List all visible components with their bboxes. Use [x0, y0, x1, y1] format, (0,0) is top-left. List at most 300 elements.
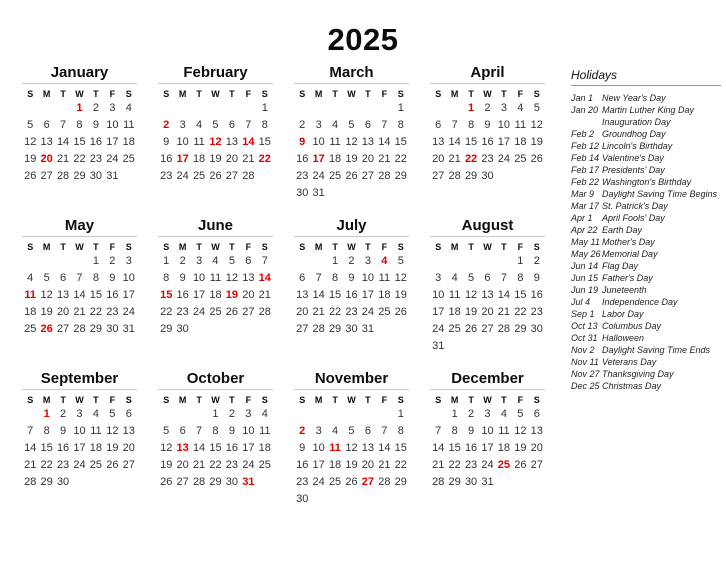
holiday-date-label: Feb 22 — [571, 177, 600, 187]
date-cell: 2 — [299, 119, 306, 131]
date-cell: 17 — [497, 136, 511, 148]
date-cell: 23 — [530, 306, 543, 318]
date-cell: 25 — [209, 306, 222, 318]
weekday-header: M — [178, 89, 187, 99]
date-cell: 12 — [160, 442, 173, 454]
date-cell: 28 — [378, 476, 391, 488]
date-cell: 6 — [43, 119, 50, 131]
date-cell: 19 — [464, 306, 478, 318]
weekday-header: S — [125, 242, 132, 252]
date-cell: 5 — [348, 119, 355, 131]
weekday-header: W — [75, 242, 84, 252]
date-cell: 17 — [73, 442, 86, 454]
date-cell: 19 — [530, 136, 543, 148]
date-cell: 8 — [451, 425, 458, 437]
date-cell: 30 — [89, 170, 103, 182]
date-cell: 28 — [378, 170, 391, 182]
holidays-panel — [571, 68, 721, 392]
holiday-date-cell: 14 — [242, 136, 255, 148]
weekday-header-row — [158, 89, 273, 99]
date-cell: 12 — [530, 119, 543, 131]
holiday-name-label: Daylight Saving Time Ends — [602, 345, 710, 355]
empty-cell — [22, 406, 38, 423]
holiday-date-cell: 12 — [209, 136, 222, 148]
date-cell: 4 — [196, 119, 203, 131]
date-cell: 28 — [258, 306, 271, 318]
dates-grid — [430, 100, 545, 185]
date-cell: 5 — [348, 425, 355, 437]
weekday-header: W — [483, 242, 492, 252]
weekday-header-row — [22, 89, 137, 99]
date-cell: 19 — [209, 153, 222, 165]
date-cell: 24 — [176, 170, 189, 182]
empty-cell — [327, 491, 343, 508]
date-cell: 24 — [192, 306, 206, 318]
date-cell: 19 — [106, 442, 119, 454]
empty-cell — [257, 321, 273, 338]
dates-grid — [22, 100, 137, 185]
holiday-date-label: May 26 — [571, 249, 601, 259]
holiday-row — [571, 248, 721, 260]
holiday-date-cell: 22 — [464, 153, 478, 165]
weekday-header: F — [517, 395, 524, 405]
weekday-header: S — [163, 89, 170, 99]
date-cell: 16 — [160, 153, 173, 165]
date-cell: 14 — [432, 442, 445, 454]
date-cell: 4 — [261, 408, 268, 420]
date-cell: 5 — [468, 272, 475, 284]
empty-cell — [512, 338, 528, 355]
weekday-header: T — [365, 89, 371, 99]
date-cell: 6 — [245, 255, 252, 267]
holiday-date-label: Jan 20 — [571, 105, 599, 115]
date-cell: 11 — [90, 425, 102, 437]
holiday-date-label: Dec 25 — [571, 381, 600, 391]
empty-cell — [529, 474, 545, 491]
holiday-date-label: Feb 2 — [571, 129, 595, 139]
date-cell: 22 — [89, 306, 103, 318]
date-cell: 5 — [27, 119, 34, 131]
weekday-header: W — [347, 89, 356, 99]
date-cell: 2 — [468, 408, 475, 420]
date-cell: 8 — [468, 119, 475, 131]
date-cell: 26 — [225, 306, 239, 318]
date-cell: 2 — [92, 102, 99, 114]
date-cell: 8 — [76, 119, 83, 131]
date-cell: 31 — [432, 340, 445, 352]
date-cell: 7 — [381, 425, 388, 437]
date-cell: 28 — [24, 476, 37, 488]
date-cell: 10 — [361, 272, 375, 284]
date-cell: 8 — [163, 272, 170, 284]
date-cell: 6 — [364, 425, 371, 437]
weekday-header: M — [178, 395, 187, 405]
date-cell: 25 — [378, 306, 391, 318]
weekday-header: W — [211, 242, 220, 252]
holiday-date-cell: 1 — [76, 102, 83, 114]
date-cell: 3 — [179, 119, 186, 131]
holiday-row — [571, 176, 721, 188]
holiday-row — [571, 200, 721, 212]
empty-cell — [240, 100, 256, 117]
date-cell: 2 — [179, 255, 186, 267]
empty-cell — [240, 321, 256, 338]
empty-cell — [463, 253, 479, 270]
empty-cell — [38, 100, 54, 117]
dates-grid — [158, 253, 273, 338]
date-cell: 18 — [378, 289, 391, 301]
holiday-date-label: Apr 22 — [571, 225, 598, 235]
empty-cell — [174, 406, 190, 423]
holiday-date-cell: 17 — [176, 153, 189, 165]
date-cell: 10 — [312, 136, 325, 148]
holiday-date-cell: 31 — [242, 476, 255, 488]
empty-cell — [71, 474, 87, 491]
weekday-header: T — [93, 89, 99, 99]
holiday-name-label: Flag Day — [602, 261, 639, 271]
weekday-header: T — [196, 242, 202, 252]
date-cell: 9 — [163, 136, 170, 148]
weekday-header: M — [314, 395, 323, 405]
month-title: January — [22, 64, 137, 84]
month-february — [158, 64, 273, 217]
holiday-date-cell: 14 — [258, 272, 271, 284]
month-title: February — [158, 64, 273, 84]
date-cell: 7 — [27, 425, 34, 437]
date-cell: 14 — [24, 442, 37, 454]
date-cell: 8 — [212, 425, 219, 437]
weekday-header: W — [211, 89, 220, 99]
holiday-name-label: Martin Luther King Day — [602, 105, 695, 115]
weekday-header: T — [365, 395, 371, 405]
date-cell: 5 — [163, 425, 170, 437]
month-title: September — [22, 370, 137, 390]
holiday-date-label: Sep 1 — [571, 309, 595, 319]
empty-cell — [207, 321, 223, 338]
date-cell: 4 — [212, 255, 219, 267]
holiday-date-cell: 26 — [40, 323, 53, 335]
date-cell: 22 — [40, 459, 53, 471]
holiday-date-label: Feb 14 — [571, 153, 600, 163]
date-cell: 12 — [225, 272, 239, 284]
date-cell: 15 — [464, 136, 478, 148]
date-cell: 3 — [500, 102, 507, 114]
date-cell: 20 — [361, 153, 375, 165]
empty-cell — [446, 338, 462, 355]
date-cell: 11 — [514, 119, 527, 131]
month-title: April — [430, 64, 545, 84]
weekday-header: T — [332, 89, 338, 99]
empty-cell — [327, 406, 343, 423]
date-cell: 23 — [481, 153, 494, 165]
weekday-header-row — [22, 242, 137, 252]
date-cell: 11 — [378, 272, 391, 284]
date-cell: 14 — [378, 136, 391, 148]
date-cell: 26 — [160, 476, 173, 488]
date-cell: 10 — [122, 272, 135, 284]
empty-cell — [393, 185, 409, 202]
weekday-header: F — [381, 242, 388, 252]
date-cell: 22 — [448, 459, 461, 471]
holiday-name-label: Father's Day — [602, 273, 653, 283]
date-cell: 12 — [40, 289, 53, 301]
date-cell: 15 — [514, 289, 527, 301]
month-march — [294, 64, 409, 217]
date-cell: 20 — [296, 306, 309, 318]
date-cell: 4 — [332, 119, 339, 131]
weekday-header: F — [381, 395, 388, 405]
date-cell: 24 — [497, 153, 511, 165]
date-cell: 13 — [296, 289, 309, 301]
weekday-header: S — [299, 395, 306, 405]
weekday-header: T — [501, 89, 507, 99]
date-cell: 8 — [43, 425, 50, 437]
date-cell: 1 — [212, 408, 219, 420]
holiday-date-cell: 27 — [361, 476, 375, 488]
holiday-date-label: Jun 19 — [571, 285, 599, 295]
month-title: May — [22, 217, 137, 237]
empty-cell — [393, 491, 409, 508]
date-cell: 13 — [361, 136, 375, 148]
date-cell: 29 — [328, 323, 342, 335]
date-cell: 1 — [261, 102, 268, 114]
holiday-name-label: New Year's Day — [602, 93, 666, 103]
date-cell: 14 — [448, 136, 461, 148]
empty-cell — [360, 406, 376, 423]
weekday-header: F — [381, 89, 388, 99]
date-cell: 12 — [464, 289, 478, 301]
date-cell: 29 — [209, 476, 222, 488]
empty-cell — [55, 253, 71, 270]
dates-grid — [22, 406, 137, 491]
holiday-row — [571, 224, 721, 236]
empty-cell — [294, 406, 310, 423]
weekday-header: S — [435, 242, 442, 252]
holiday-date-label: Nov 2 — [571, 345, 595, 355]
weekday-header: W — [75, 89, 84, 99]
date-cell: 24 — [312, 476, 325, 488]
date-cell: 9 — [533, 272, 540, 284]
holiday-date-cell: 11 — [329, 442, 341, 454]
holiday-row — [571, 380, 721, 392]
date-cell: 17 — [481, 442, 494, 454]
holiday-date-cell: 1 — [468, 102, 475, 114]
date-cell: 8 — [92, 272, 99, 284]
empty-cell — [376, 185, 392, 202]
dates-grid — [158, 406, 273, 491]
date-cell: 31 — [106, 170, 119, 182]
weekday-header: T — [468, 242, 474, 252]
date-cell: 19 — [345, 459, 358, 471]
holiday-date-cell: 25 — [497, 459, 511, 471]
date-cell: 7 — [245, 119, 252, 131]
empty-cell — [360, 100, 376, 117]
date-cell: 13 — [481, 289, 494, 301]
month-title: August — [430, 217, 545, 237]
date-cell: 6 — [125, 408, 132, 420]
date-cell: 30 — [56, 476, 70, 488]
empty-cell — [430, 100, 446, 117]
holiday-date-label: Jun 14 — [571, 261, 599, 271]
date-cell: 24 — [361, 306, 375, 318]
date-cell: 14 — [312, 289, 325, 301]
date-cell: 7 — [60, 119, 67, 131]
holiday-name-label: Lincoln's Birthday — [602, 141, 673, 151]
date-cell: 25 — [258, 459, 271, 471]
holiday-date-cell: 20 — [40, 153, 53, 165]
date-cell: 28 — [56, 170, 70, 182]
month-july — [294, 217, 409, 370]
holiday-date-cell: 13 — [176, 442, 189, 454]
date-cell: 25 — [24, 323, 37, 335]
date-cell: 9 — [468, 425, 475, 437]
date-cell: 12 — [345, 442, 358, 454]
empty-cell — [294, 253, 310, 270]
date-cell: 16 — [345, 289, 358, 301]
empty-cell — [257, 474, 273, 491]
empty-cell — [463, 338, 479, 355]
date-cell: 1 — [517, 255, 524, 267]
date-cell: 17 — [122, 289, 135, 301]
weekday-header-row — [294, 89, 409, 99]
holiday-row — [571, 164, 721, 176]
holiday-date-cell: 19 — [225, 289, 239, 301]
date-cell: 18 — [24, 306, 37, 318]
date-cell: 16 — [481, 136, 494, 148]
dates-grid — [430, 253, 545, 355]
date-cell: 28 — [312, 323, 325, 335]
weekday-header: T — [332, 242, 338, 252]
date-cell: 16 — [464, 442, 478, 454]
date-cell: 23 — [345, 306, 358, 318]
holiday-name-label: Presidents' Day — [602, 165, 665, 175]
weekday-header: M — [178, 242, 187, 252]
weekday-header: T — [332, 395, 338, 405]
date-cell: 2 — [533, 255, 540, 267]
date-cell: 2 — [60, 408, 67, 420]
holiday-name-label: Veterans Day — [602, 357, 657, 367]
weekday-header: T — [501, 395, 507, 405]
date-cell: 27 — [176, 476, 189, 488]
date-cell: 22 — [209, 459, 222, 471]
date-cell: 6 — [533, 408, 540, 420]
weekday-header: W — [483, 395, 492, 405]
date-cell: 18 — [497, 442, 511, 454]
date-cell: 13 — [530, 425, 543, 437]
month-title: October — [158, 370, 273, 390]
date-cell: 5 — [109, 408, 116, 420]
empty-cell — [360, 185, 376, 202]
empty-cell — [343, 491, 359, 508]
weekday-header: M — [42, 242, 51, 252]
weekday-header: S — [125, 395, 132, 405]
weekday-header: S — [27, 242, 34, 252]
weekday-header: T — [229, 89, 235, 99]
date-cell: 23 — [464, 459, 478, 471]
date-cell: 5 — [517, 408, 524, 420]
holiday-name-label: Mother's Day — [602, 237, 655, 247]
month-august — [430, 217, 545, 370]
date-cell: 25 — [328, 476, 342, 488]
empty-cell — [158, 406, 174, 423]
empty-cell — [22, 253, 38, 270]
date-cell: 7 — [435, 425, 442, 437]
holiday-name-label: Christmas Day — [602, 381, 662, 391]
weekday-header: F — [517, 89, 524, 99]
weekday-header: T — [93, 395, 99, 405]
date-cell: 30 — [464, 476, 478, 488]
holiday-row — [571, 332, 721, 344]
date-cell: 20 — [361, 459, 375, 471]
empty-cell — [191, 406, 207, 423]
date-cell: 27 — [56, 323, 70, 335]
date-cell: 28 — [432, 476, 445, 488]
date-cell: 3 — [315, 425, 322, 437]
date-cell: 13 — [361, 442, 375, 454]
date-cell: 27 — [122, 459, 135, 471]
month-november — [294, 370, 409, 523]
weekday-header-row — [294, 242, 409, 252]
weekday-header: F — [109, 89, 116, 99]
date-cell: 2 — [228, 408, 235, 420]
date-cell: 4 — [27, 272, 34, 284]
date-cell: 17 — [432, 306, 445, 318]
date-cell: 19 — [514, 442, 527, 454]
date-cell: 9 — [484, 119, 491, 131]
empty-cell — [512, 168, 528, 185]
empty-cell — [343, 406, 359, 423]
date-cell: 4 — [451, 272, 458, 284]
date-cell: 23 — [296, 170, 309, 182]
date-cell: 30 — [296, 187, 309, 199]
holiday-date-label: Jan 1 — [571, 93, 594, 103]
date-cell: 25 — [328, 170, 342, 182]
holiday-name-label: April Fools' Day — [602, 213, 665, 223]
holiday-row — [571, 272, 721, 284]
weekday-header: S — [533, 89, 540, 99]
date-cell: 8 — [332, 272, 339, 284]
date-cell: 15 — [89, 289, 103, 301]
date-cell: 16 — [530, 289, 543, 301]
weekday-header: M — [314, 242, 323, 252]
holiday-date-cell: 11 — [24, 289, 37, 301]
weekday-header: S — [27, 395, 34, 405]
month-december — [430, 370, 545, 523]
date-cell: 24 — [481, 459, 494, 471]
empty-cell — [496, 253, 512, 270]
date-cell: 24 — [106, 153, 119, 165]
date-cell: 11 — [448, 289, 461, 301]
date-cell: 23 — [296, 476, 309, 488]
date-cell: 29 — [514, 323, 527, 335]
date-cell: 26 — [530, 153, 543, 165]
date-cell: 29 — [448, 476, 461, 488]
date-cell: 4 — [332, 425, 339, 437]
date-cell: 10 — [106, 119, 119, 131]
date-cell: 31 — [361, 323, 375, 335]
date-cell: 23 — [176, 306, 189, 318]
weekday-header: T — [60, 89, 66, 99]
empty-cell — [174, 100, 190, 117]
date-cell: 9 — [60, 425, 67, 437]
date-cell: 7 — [261, 255, 268, 267]
weekday-header-row — [158, 395, 273, 405]
date-cell: 1 — [397, 408, 404, 420]
date-cell: 29 — [160, 323, 173, 335]
date-cell: 27 — [296, 323, 309, 335]
weekday-header: F — [245, 242, 252, 252]
date-cell: 20 — [176, 459, 189, 471]
